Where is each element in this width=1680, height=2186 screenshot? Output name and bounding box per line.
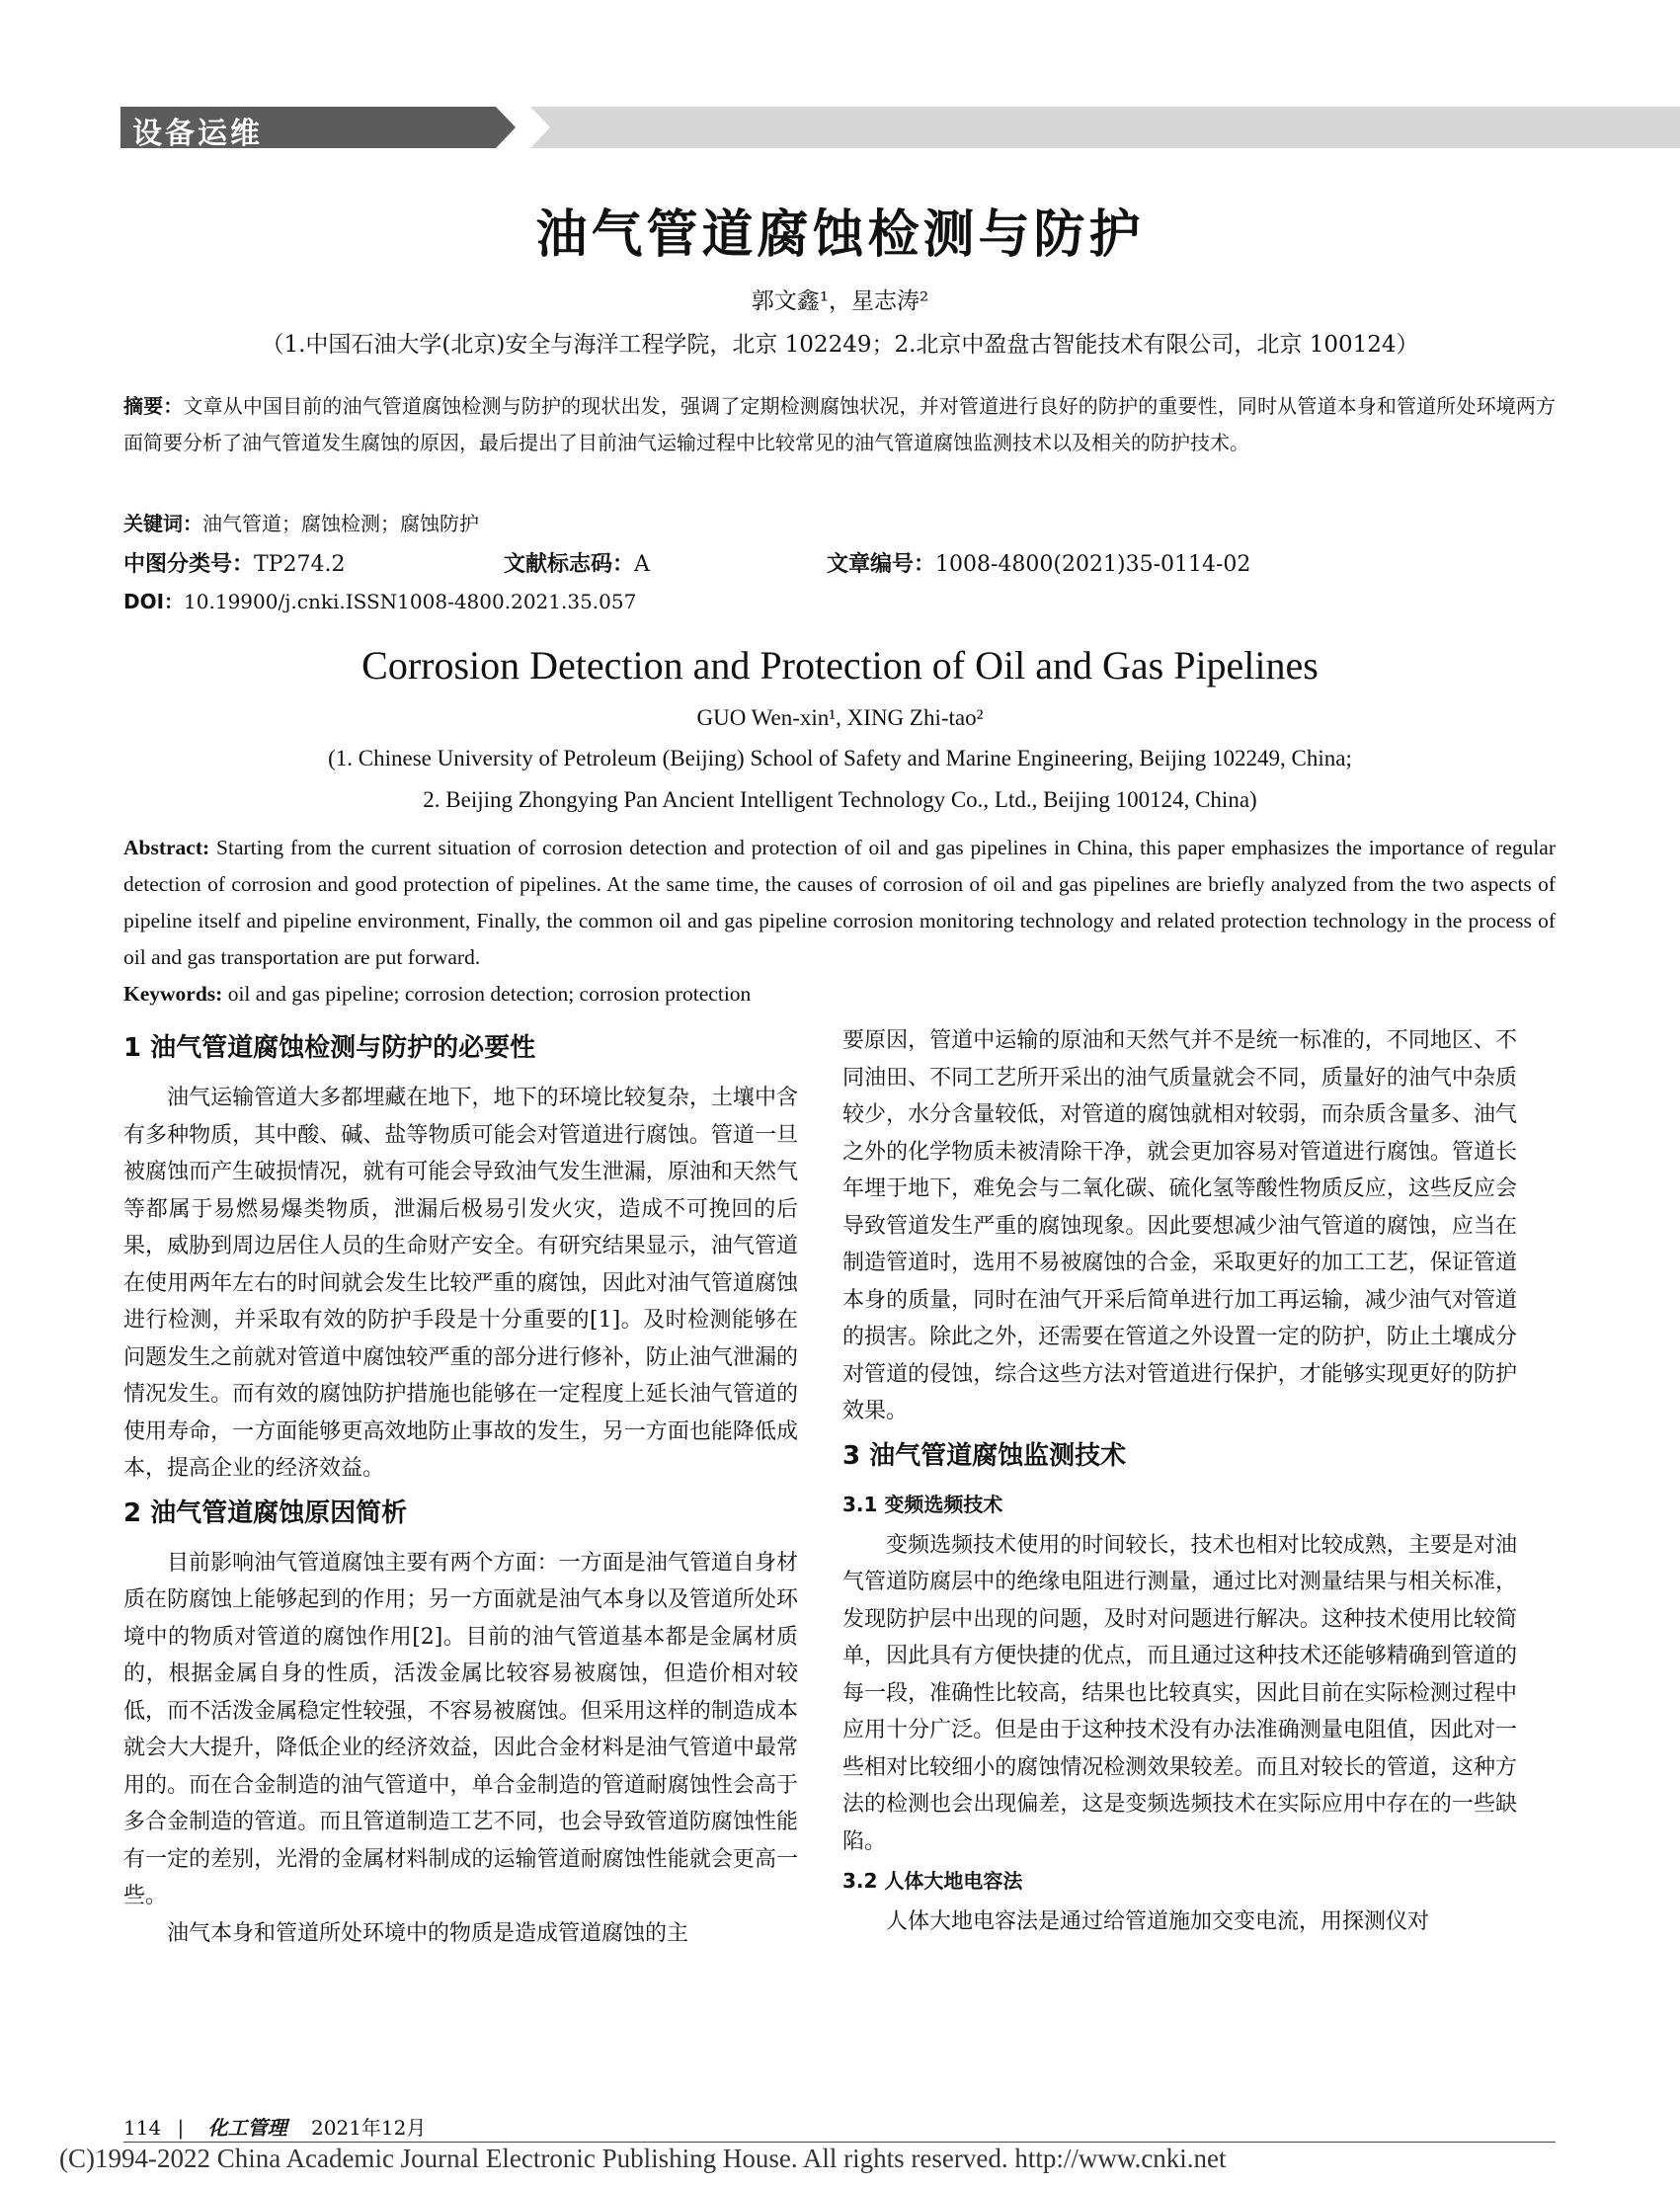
- section-label: 设备运维: [132, 117, 263, 151]
- section-3-2-heading: 3.2 人体大地电容法: [842, 1869, 1023, 1893]
- abstract-en-label: Abstract:: [123, 836, 210, 859]
- footer-divider: [123, 2142, 1556, 2143]
- body-left-column: [123, 1022, 798, 1952]
- section-2-paragraph-2-continued: 要原因，管道中运输的原油和天然气并不是统一标准的，不同地区、不同油田、不同工艺所开采出的油气质量就会不同，质量好的油气中杂质较少，水分含量较低，对管道的腐蚀就相对较弱，而杂质含量多、油气之外的化学物质未被清除干净，就会更加容易对管道进行腐蚀。管道长年埋于地下，难免会与二氧化碳、硫化氢等酸性物质反应，这些反应会导致管道发生严重的腐蚀现象。因此要想减少油气管道的腐蚀，应当在制造管道时，选用不易被腐蚀的合金，采取更好的加工工艺，保证管道本身的质量，同时在油气开采后简单进行加工再运输，减少油气对管道的损害。除此之外，还需要在管道之外设置一定的防护，防止土壤成分对管道的侵蚀，综合这些方法对管道进行保护，才能够实现更好的防护效果。: [842, 1028, 1517, 1423]
- doi-label: DOI：: [123, 590, 185, 613]
- keywords-en-label: Keywords:: [123, 982, 223, 1006]
- abstract-en: [123, 830, 1556, 976]
- abstract-en-text: Starting from the current situation of corrosion detection and protection of oil and gas pipelines in China, this paper emphasizes the importance of regular detection of corrosion and good protection of pipelines. At the same time, the causes of corrosion of oil and gas pipelines are briefly analyzed from the two aspects of pipeline itself and pipeline environment, Finally, the common oil and gas pipeline corrosion monitoring technology and related protection technology in the process of oil and gas transportation are put forward.: [123, 836, 1556, 969]
- article-number: 文章编号：1008-4800(2021)35-0114-02: [827, 552, 1251, 577]
- copyright-watermark: (C)1994-2022 China Academic Journal Electronic Publishing House. All rights reserved. http://www.cnki.net: [59, 2144, 1227, 2173]
- section-3-1-heading: 3.1 变频选频技术: [842, 1492, 1003, 1516]
- journal-name: 化工管理: [207, 2116, 287, 2140]
- page-number: 114: [123, 2116, 162, 2140]
- authors-en: GUO Wen-xin¹, XING Zhi-tao²: [696, 705, 984, 730]
- keywords-en: [123, 982, 751, 1007]
- clc-code: 中图分类号：TP274.2: [123, 552, 346, 577]
- keywords-cn-text: 油气管道；腐蚀检测；腐蚀防护: [202, 512, 479, 535]
- section-3-heading: 3 油气管道腐蚀监测技术: [842, 1440, 1127, 1471]
- section-banner-light: [530, 107, 1680, 148]
- affiliation-cn: （1.中国石油大学(北京)安全与海洋工程学院，北京 102249；2.北京中盈盘古智能技术有限公司，北京 100124）: [261, 332, 1419, 358]
- affiliation-en-2: 2. Beijing Zhongying Pan Ancient Intelligent Technology Co., Ltd., Beijing 100124, China): [423, 787, 1257, 812]
- abstract-cn-text: 文章从中国目前的油气管道腐蚀检测与防护的现状出发，强调了定期检测腐蚀状况，并对管道进行良好的防护的重要性，同时从管道本身和管道所处环境两方面简要分析了油气管道发生腐蚀的原因，最后提出了目前油气运输过程中比较常见的油气管道腐蚀监测技术以及相关的防护技术。: [123, 394, 1557, 454]
- page-footer: [123, 2112, 426, 2141]
- footer-separator: |: [177, 2116, 185, 2140]
- title-cn: 油气管道腐蚀检测与防护: [535, 205, 1145, 265]
- keywords-cn: [123, 506, 1556, 542]
- keywords-cn-label: 关键词：: [123, 512, 202, 535]
- doi-value: 10.19900/j.cnki.ISSN1008-4800.2021.35.057: [184, 590, 637, 613]
- section-2-paragraph-2: 油气本身和管道所处环境中的物质是造成管道腐蚀的主: [167, 1920, 689, 1946]
- section-2-paragraph-1: 目前影响油气管道腐蚀主要有两个方面：一方面是油气管道自身材质在防腐蚀上能够起到的作用；另一方面就是油气本身以及管道所处环境中的物质对管道的腐蚀作用[2]。目前的油气管道基本都是金属材质的，根据金属自身的性质，活泼金属比较容易被腐蚀，但造价相对较低，而不活泼金属稳定性较强，不容易被腐蚀。但采用这样的制造成本就会大大提升，降低企业的经济效益，因此合金材料是油气管道中最常用的。而在合金制造的油气管道中，单合金制造的管道耐腐蚀性会高于多合金制造的管道。而且管道制造工艺不同，也会导致管道防腐蚀性能有一定的差别，光滑的金属材料制成的运输管道耐腐蚀性能就会更高一些。: [123, 1550, 798, 1908]
- doc-code: 文献标志码：A: [504, 552, 650, 577]
- issue-date: 2021年12月: [311, 2116, 427, 2140]
- section-1-paragraph: 油气运输管道大多都埋藏在地下，地下的环境比较复杂，土壤中含有多种物质，其中酸、碱、盐等物质可能会对管道进行腐蚀。管道一旦被腐蚀而产生破损情况，就有可能会导致油气发生泄漏，原油和天然气等都属于易燃易爆类物质，泄漏后极易引发火灾，造成不可挽回的后果，威胁到周边居住人员的生命财产安全。有研究结果显示，油气管道在使用两年左右的时间就会发生比较严重的腐蚀，因此对油气管道腐蚀进行检测，并采取有效的防护手段是十分重要的[1]。及时检测能够在问题发生之前就对管道中腐蚀较严重的部分进行修补，防止油气泄漏的情况发生。而有效的腐蚀防护措施也能够在一定程度上延长油气管道的使用寿命，一方面能够更高效地防止事故的发生，另一方面也能降低成本，提高企业的经济效益。: [123, 1086, 798, 1481]
- doi: [123, 586, 636, 614]
- section-3-1-paragraph: 变频选频技术使用的时间较长，技术也相对比较成熟，主要是对油气管道防腐层中的绝缘电阻进行测量，通过比对测量结果与相关标准，发现防护层中出现的问题，及时对问题进行解决。这种技术使用比较简单，因此具有方便快捷的优点，而且通过这种技术还能够精确到管道的每一段，准确性比较高，结果也比较真实，因此目前在实际检测过程中应用十分广泛。但是由于这种技术没有办法准确测量电阻值，因此对一些相对比较细小的腐蚀情况检测效果较差。而且对较长的管道，这种方法的检测也会出现偏差，这是变频选频技术在实际应用中存在的一些缺陷。: [842, 1532, 1517, 1854]
- title-en: Corrosion Detection and Protection of Oil and Gas Pipelines: [361, 643, 1319, 688]
- keywords-en-text: oil and gas pipeline; corrosion detection; corrosion protection: [222, 982, 752, 1006]
- abstract-cn: [123, 388, 1556, 461]
- body-right-column: [842, 1022, 1517, 1941]
- abstract-cn-label: 摘要：: [123, 394, 184, 418]
- authors-cn: 郭文鑫¹，星志涛²: [751, 288, 929, 314]
- section-2-heading: 2 油气管道腐蚀原因简析: [123, 1498, 408, 1528]
- section-3-2-paragraph: 人体大地电容法是通过给管道施加交变电流，用探测仪对: [886, 1909, 1430, 1934]
- affiliation-en-1: (1. Chinese University of Petroleum (Beijing) School of Safety and Marine Engineering, Beijing 102249, China;: [328, 746, 1352, 770]
- section-banner: [120, 107, 1680, 151]
- section-1-heading: 1 油气管道腐蚀检测与防护的必要性: [123, 1033, 536, 1063]
